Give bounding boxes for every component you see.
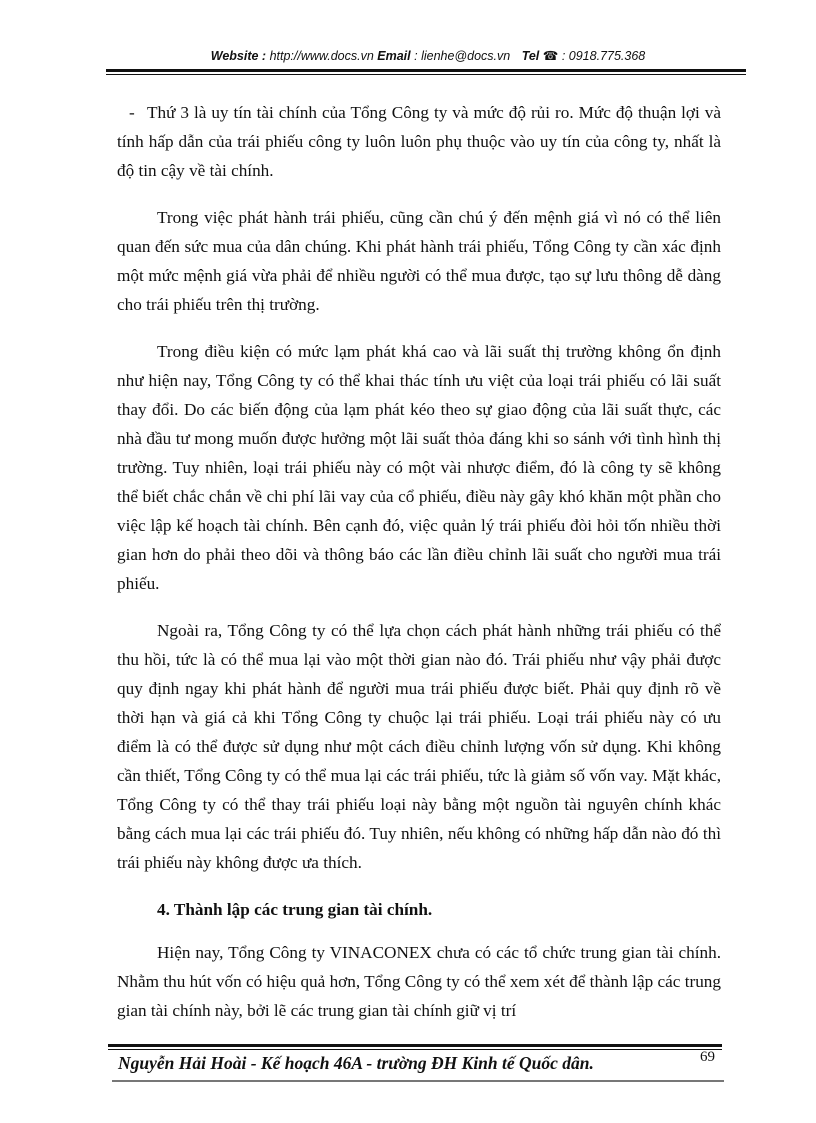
header-rule	[106, 69, 746, 75]
section-heading: 4. Thành lập các trung gian tài chính.	[157, 900, 433, 919]
email-label: Email	[377, 49, 411, 63]
page-body	[117, 98, 721, 1043]
paragraph-3: Trong điều kiện có mức lạm phát khá cao và lãi suất thị trường không ổn định như hiện nay, Tổng Công ty có thể khai thác tính ưu việt của loại trái phiếu có lãi suất thay đổi. Do các biến động của lạm phát kéo theo sự giao động của lãi suất thực, các nhà đầu tư mong muốn được hưởng một lãi suất thỏa đáng khi so sánh với tình hình thị trường. Tuy nhiên, loại trái phiếu này có một vài nhược điểm, đó là công ty sẽ không thể biết chắc chắn về chi phí lãi vay của cổ phiếu, điều này gây khó khăn một phần cho việc lập kế hoạch tài chính. Bên cạnh đó, việc quản lý trái phiếu đòi hỏi tốn nhiều thời gian hơn do phải theo dõi và thông báo các lần điều chỉnh lãi suất cho người mua trái phiếu.	[117, 342, 721, 593]
page-number: 69	[700, 1049, 715, 1065]
paragraph-1-text: Thứ 3 là uy tín tài chính của Tổng Công ty và mức độ rủi ro. Mức độ thuận lợi và tính hấp dẫn của trái phiếu công ty luôn luôn phụ thuộc vào uy tín của công ty, nhất là độ tin cậy về tài chính.	[117, 103, 721, 180]
email-address[interactable]: : lienhe@docs.vn	[414, 49, 511, 63]
bullet-dash: -	[129, 103, 135, 122]
paragraph-5: Hiện nay, Tổng Công ty VINACONEX chưa có các tổ chức trung gian tài chính. Nhằm thu hút vốn có hiệu quả hơn, Tổng Công ty có thể xem xét để thành lập các trung gian tài chính này, bởi lẽ các trung gian tài chính giữ vị trí	[117, 943, 721, 1020]
footer-author-line: Nguyễn Hải Hoài - Kế hoạch 46A - trường ĐH Kinh tế Quốc dân.	[118, 1053, 594, 1073]
tel-number: : 0918.775.368	[561, 49, 646, 63]
footer-rule	[108, 1044, 722, 1050]
paragraph-2: Trong việc phát hành trái phiếu, cũng cần chú ý đến mệnh giá vì nó có thể liên quan đến sức mua của dân chúng. Khi phát hành trái phiếu, Tổng Công ty cần xác định một mức mệnh giá vừa phải để nhiều người có thể mua được, tạo sự lưu thông dễ dàng cho trái phiếu trên thị trường.	[117, 208, 721, 314]
tel-label: Tel ☎	[521, 49, 559, 63]
website-label: Website :	[210, 49, 267, 63]
paragraph-4: Ngoài ra, Tổng Công ty có thể lựa chọn cách phát hành những trái phiếu có thể thu hồi, tức là có thể mua lại vào một thời gian nào đó. Trái phiếu như vậy phải được quy định ngay khi phát hành để người mua trái phiếu được biết. Phải quy định rõ về thời hạn và giá cả khi Tổng Công ty chuộc lại trái phiếu. Loại trái phiếu này có ưu điểm là có thể được sử dụng như một cách điều chỉnh lượng vốn sử dụng. Khi không cần thiết, Tổng Công ty có thể mua lại các trái phiếu, tức là giảm số vốn vay. Mặt khác, Tổng Công ty có thể thay trái phiếu loại này bằng một nguồn tài nguyên chính khác bằng cách mua lại các trái phiếu đó. Tuy nhiên, nếu không có những hấp dẫn nào đó thì trái phiếu này không được ưa thích.	[117, 621, 721, 872]
website-url[interactable]: http://www.docs.vn	[269, 49, 374, 63]
footer-shadow-rule	[112, 1080, 724, 1082]
page-header	[108, 48, 748, 63]
paragraph-bullet	[117, 98, 721, 185]
